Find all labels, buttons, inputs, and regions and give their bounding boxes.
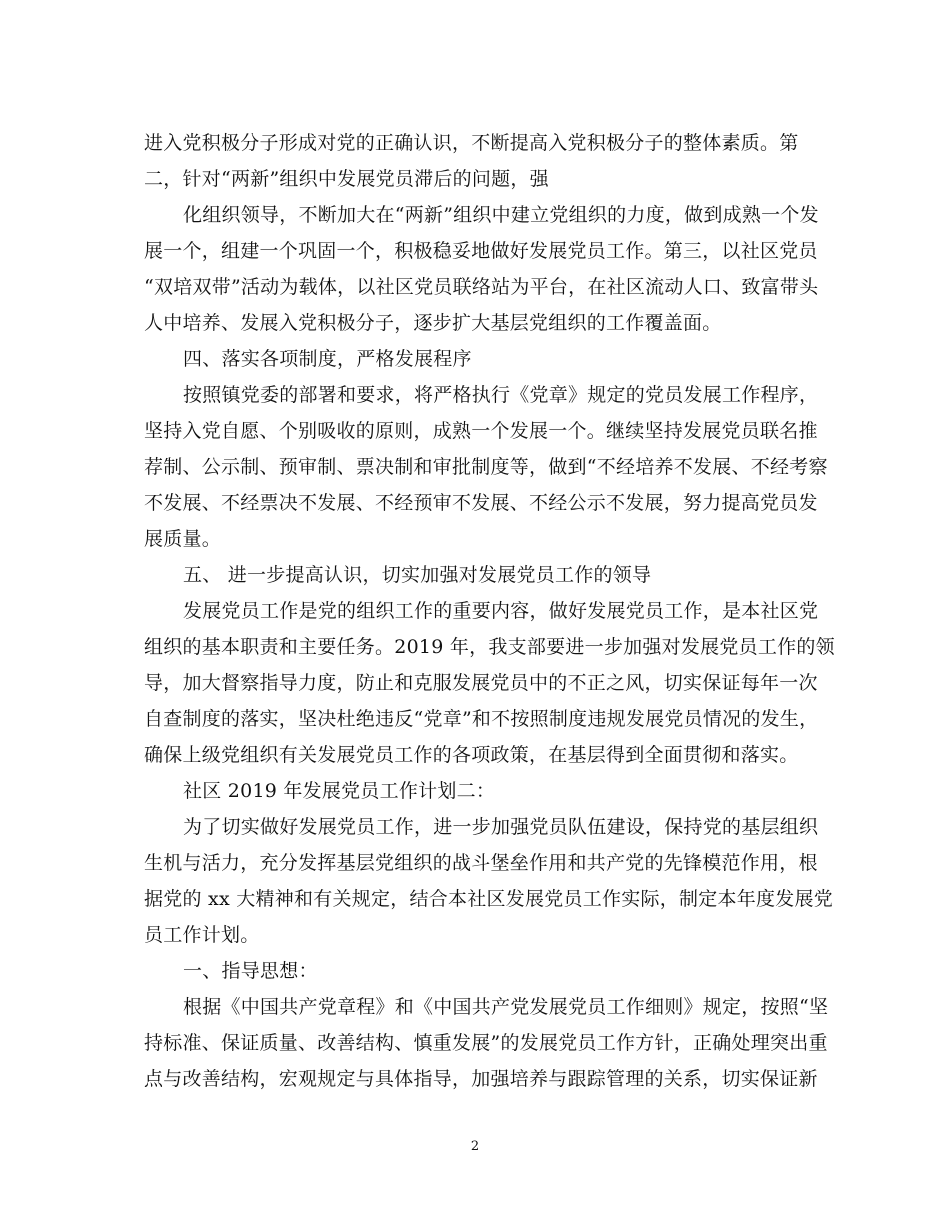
- text-line: 二，针对“两新”组织中发展党员滞后的问题，强: [144, 168, 549, 190]
- section-heading: 五、 进一步提高认识，切实加强对发展党员工作的领导: [183, 564, 652, 586]
- text-line: 点与改善结构，宏观规定与具体指导，加强培养与跟踪管理的关系，切实保证新: [144, 1068, 818, 1090]
- text-line: 自查制度的落实，坚决杜绝违反“党章”和不按照制度违规发展党员情况的发生，: [144, 708, 819, 730]
- text-line: 组织的基本职责和主要任务。2019 年，我支部要进一步加强对发展党员工作的领: [144, 636, 835, 658]
- text-line: 为了切实做好发展党员工作，进一步加强党员队伍建设，保持党的基层组织: [183, 816, 819, 838]
- text-line: 按照镇党委的部署和要求，将严格执行《党章》规定的党员发展工作程序，: [183, 384, 819, 406]
- text-line: 进入党积极分子形成对党的正确认识，不断提高入党积极分子的整体素质。第: [144, 132, 799, 154]
- text-line: 员工作计划。: [144, 924, 260, 946]
- text-line: 荐制、公示制、预审制、票决制和审批制度等，做到“不经培养不发展、不经考察: [144, 456, 828, 478]
- text-line: 化组织领导，不断加大在“两新”组织中建立党组织的力度，做到成熟一个发: [183, 204, 819, 226]
- text-line: 根据《中国共产党章程》和《中国共产党发展党员工作细则》规定，按照“坚: [183, 996, 829, 1018]
- text-line: 展质量。: [144, 528, 222, 550]
- text-line: 发展党员工作是党的组织工作的重要内容，做好发展党员工作，是本社区党: [183, 600, 819, 622]
- text-line: “双培双带”活动为载体，以社区党员联络站为平台，在社区流动人口、致富带头: [144, 276, 819, 298]
- text-line: 不发展、不经票决不发展、不经预审不发展、不经公示不发展，努力提高党员发: [144, 492, 818, 514]
- text-line: 据党的 xx 大精神和有关规定，结合本社区发展党员工作实际，制定本年度发展党: [144, 888, 834, 910]
- text-line: 确保上级党组织有关发展党员工作的各项政策，在基层得到全面贯彻和落实。: [144, 744, 799, 766]
- section-heading: 一、指导思想：: [183, 960, 318, 982]
- section-heading: 社区 2019 年发展党员工作计划二：: [183, 780, 496, 802]
- text-line: 持标准、保证质量、改善结构、慎重发展”的发展党员工作方针，正确处理突出重: [144, 1032, 828, 1054]
- text-line: 生机与活力，充分发挥基层党组织的战斗堡垒作用和共产党的先锋模范作用，根: [144, 852, 818, 874]
- text-line: 人中培养、发展入党积极分子，逐步扩大基层党组织的工作覆盖面。: [144, 312, 722, 334]
- text-line: 坚持入党自愿、个别吸收的原则，成熟一个发展一个。继续坚持发展党员联名推: [144, 420, 818, 442]
- section-heading: 四、落实各项制度，严格发展程序: [183, 348, 472, 370]
- text-line: 展一个，组建一个巩固一个，积极稳妥地做好发展党员工作。第三，以社区党员: [144, 240, 818, 262]
- text-line: 导，加大督察指导力度，防止和克服发展党员中的不正之风，切实保证每年一次: [144, 672, 818, 694]
- page-number: 2: [470, 1139, 480, 1154]
